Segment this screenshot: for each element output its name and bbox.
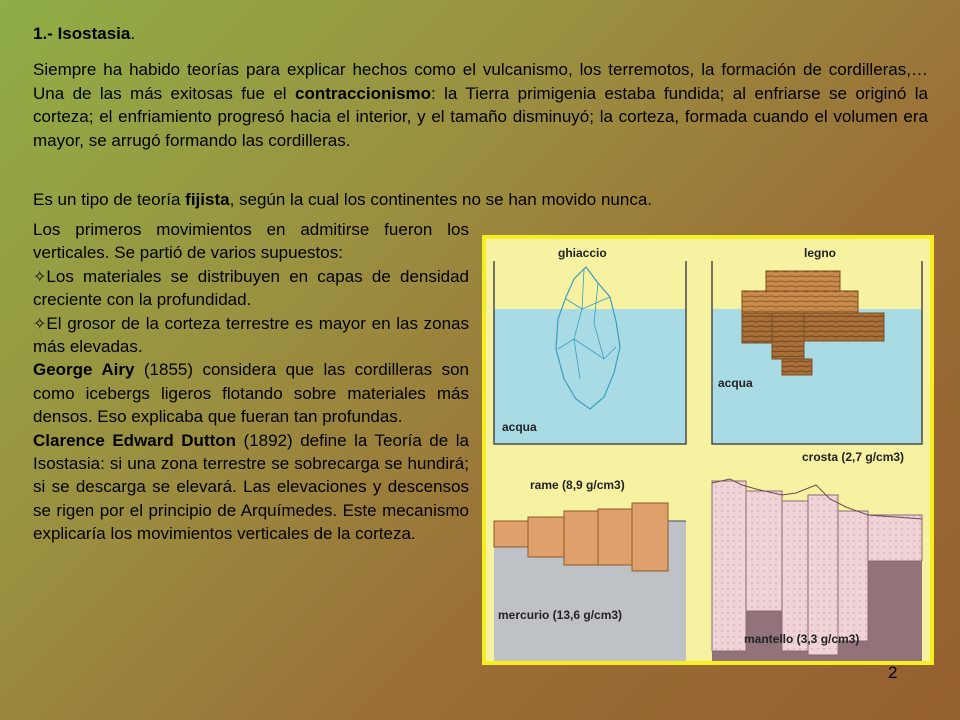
dutton-text: (1892) define la Teoría de la Isostasia: si una zona terrestre se sobrecarga se hundirá; si se descarga se elevará. Las elevaciones y descensos se rigen por el principio de Arquímedes. Este mecanismo explicaría los movimientos verticales de la corteza. bbox=[33, 430, 469, 544]
panel-crosta-mantello bbox=[712, 450, 922, 661]
label-rame: rame (8,9 g/cm3) bbox=[530, 478, 625, 492]
label-acqua-2: acqua bbox=[718, 376, 753, 390]
left-column bbox=[33, 218, 469, 546]
copper-block bbox=[494, 521, 528, 547]
title-word: Isostasia bbox=[57, 24, 131, 43]
label-crosta: crosta (2,7 g/cm3) bbox=[802, 450, 905, 464]
bullet-item-1 bbox=[33, 265, 469, 312]
title-number: 1.- bbox=[33, 24, 53, 43]
wood-block bbox=[804, 313, 884, 341]
copper-block bbox=[564, 511, 598, 565]
crust-column bbox=[746, 491, 782, 611]
fijista-paragraph bbox=[33, 188, 652, 211]
label-mercurio: mercurio (13,6 g/cm3) bbox=[498, 608, 623, 622]
label-acqua-1: acqua bbox=[502, 420, 537, 434]
panel-legno bbox=[712, 246, 922, 444]
dutton-paragraph bbox=[33, 429, 469, 546]
label-legno: legno bbox=[804, 246, 836, 260]
bullet-item-2 bbox=[33, 312, 469, 359]
label-mantello: mantello (3,3 g/cm3) bbox=[744, 632, 860, 646]
vertical-movements-paragraph: Los primeros movimientos en admitirse fueron los verticales. Se partió de varios supuestos: bbox=[33, 220, 469, 263]
bullet-icon: ✧ bbox=[33, 313, 47, 333]
panel-rame-mercurio bbox=[494, 478, 686, 661]
wood-block bbox=[742, 291, 858, 313]
wood-block bbox=[766, 271, 840, 291]
crust-column bbox=[782, 501, 808, 651]
slide-title bbox=[33, 24, 135, 44]
label-ghiaccio: ghiaccio bbox=[558, 246, 607, 260]
airy-text: (1855) considera que las cordilleras son como icebergs ligeros flotando sobre materiales más densos. Eso explicaba que fueran tan profundas. bbox=[33, 360, 469, 427]
bullet-text-1: Los materiales se distribuyen en capas de densidad creciente con la profundidad. bbox=[33, 266, 469, 310]
intro-text-a: Siempre ha habido teorías para explicar hechos como el vulcanismo, los terremotos, la formación de cordilleras,… Una de las más exitosas fue el bbox=[33, 60, 928, 103]
bullet-icon: ✧ bbox=[33, 266, 47, 286]
wood-block bbox=[742, 313, 772, 343]
copper-block bbox=[598, 509, 632, 565]
crust-column bbox=[838, 511, 868, 641]
bullet-text-2: El grosor de la corteza terrestre es mayor en las zonas más elevadas. bbox=[33, 313, 469, 357]
crust-column bbox=[868, 515, 922, 561]
airy-paragraph bbox=[33, 358, 469, 428]
panel-ghiaccio bbox=[494, 246, 686, 444]
copper-block bbox=[632, 503, 668, 571]
term-contraccionismo: contraccionismo bbox=[294, 83, 432, 103]
fijista-text-a: Es un tipo de teoría bbox=[33, 190, 186, 209]
term-fijista: fijista bbox=[185, 190, 230, 209]
wood-block bbox=[772, 313, 804, 359]
airy-name: George Airy bbox=[33, 360, 135, 380]
dutton-name: Clarence Edward Dutton bbox=[33, 430, 237, 450]
intro-text-b: : la Tierra primigenia estaba fundida; al enfriarse se originó la corteza; el enfriamiento progresó hacia el interior, y el tamaño disminuyó; la corteza, formada cuando el volumen era mayor, se arrugó formando las cordilleras. bbox=[33, 83, 929, 150]
page-number: 2 bbox=[888, 663, 898, 682]
title-period: . bbox=[130, 24, 136, 43]
crust-column bbox=[808, 495, 838, 655]
wood-block bbox=[782, 359, 812, 375]
copper-block bbox=[528, 517, 564, 557]
intro-paragraph bbox=[33, 58, 928, 152]
isostasy-illustration bbox=[482, 235, 934, 665]
crust-column bbox=[712, 481, 746, 651]
fijista-text-b: , según la cual los continentes no se han movido nunca. bbox=[229, 190, 653, 209]
